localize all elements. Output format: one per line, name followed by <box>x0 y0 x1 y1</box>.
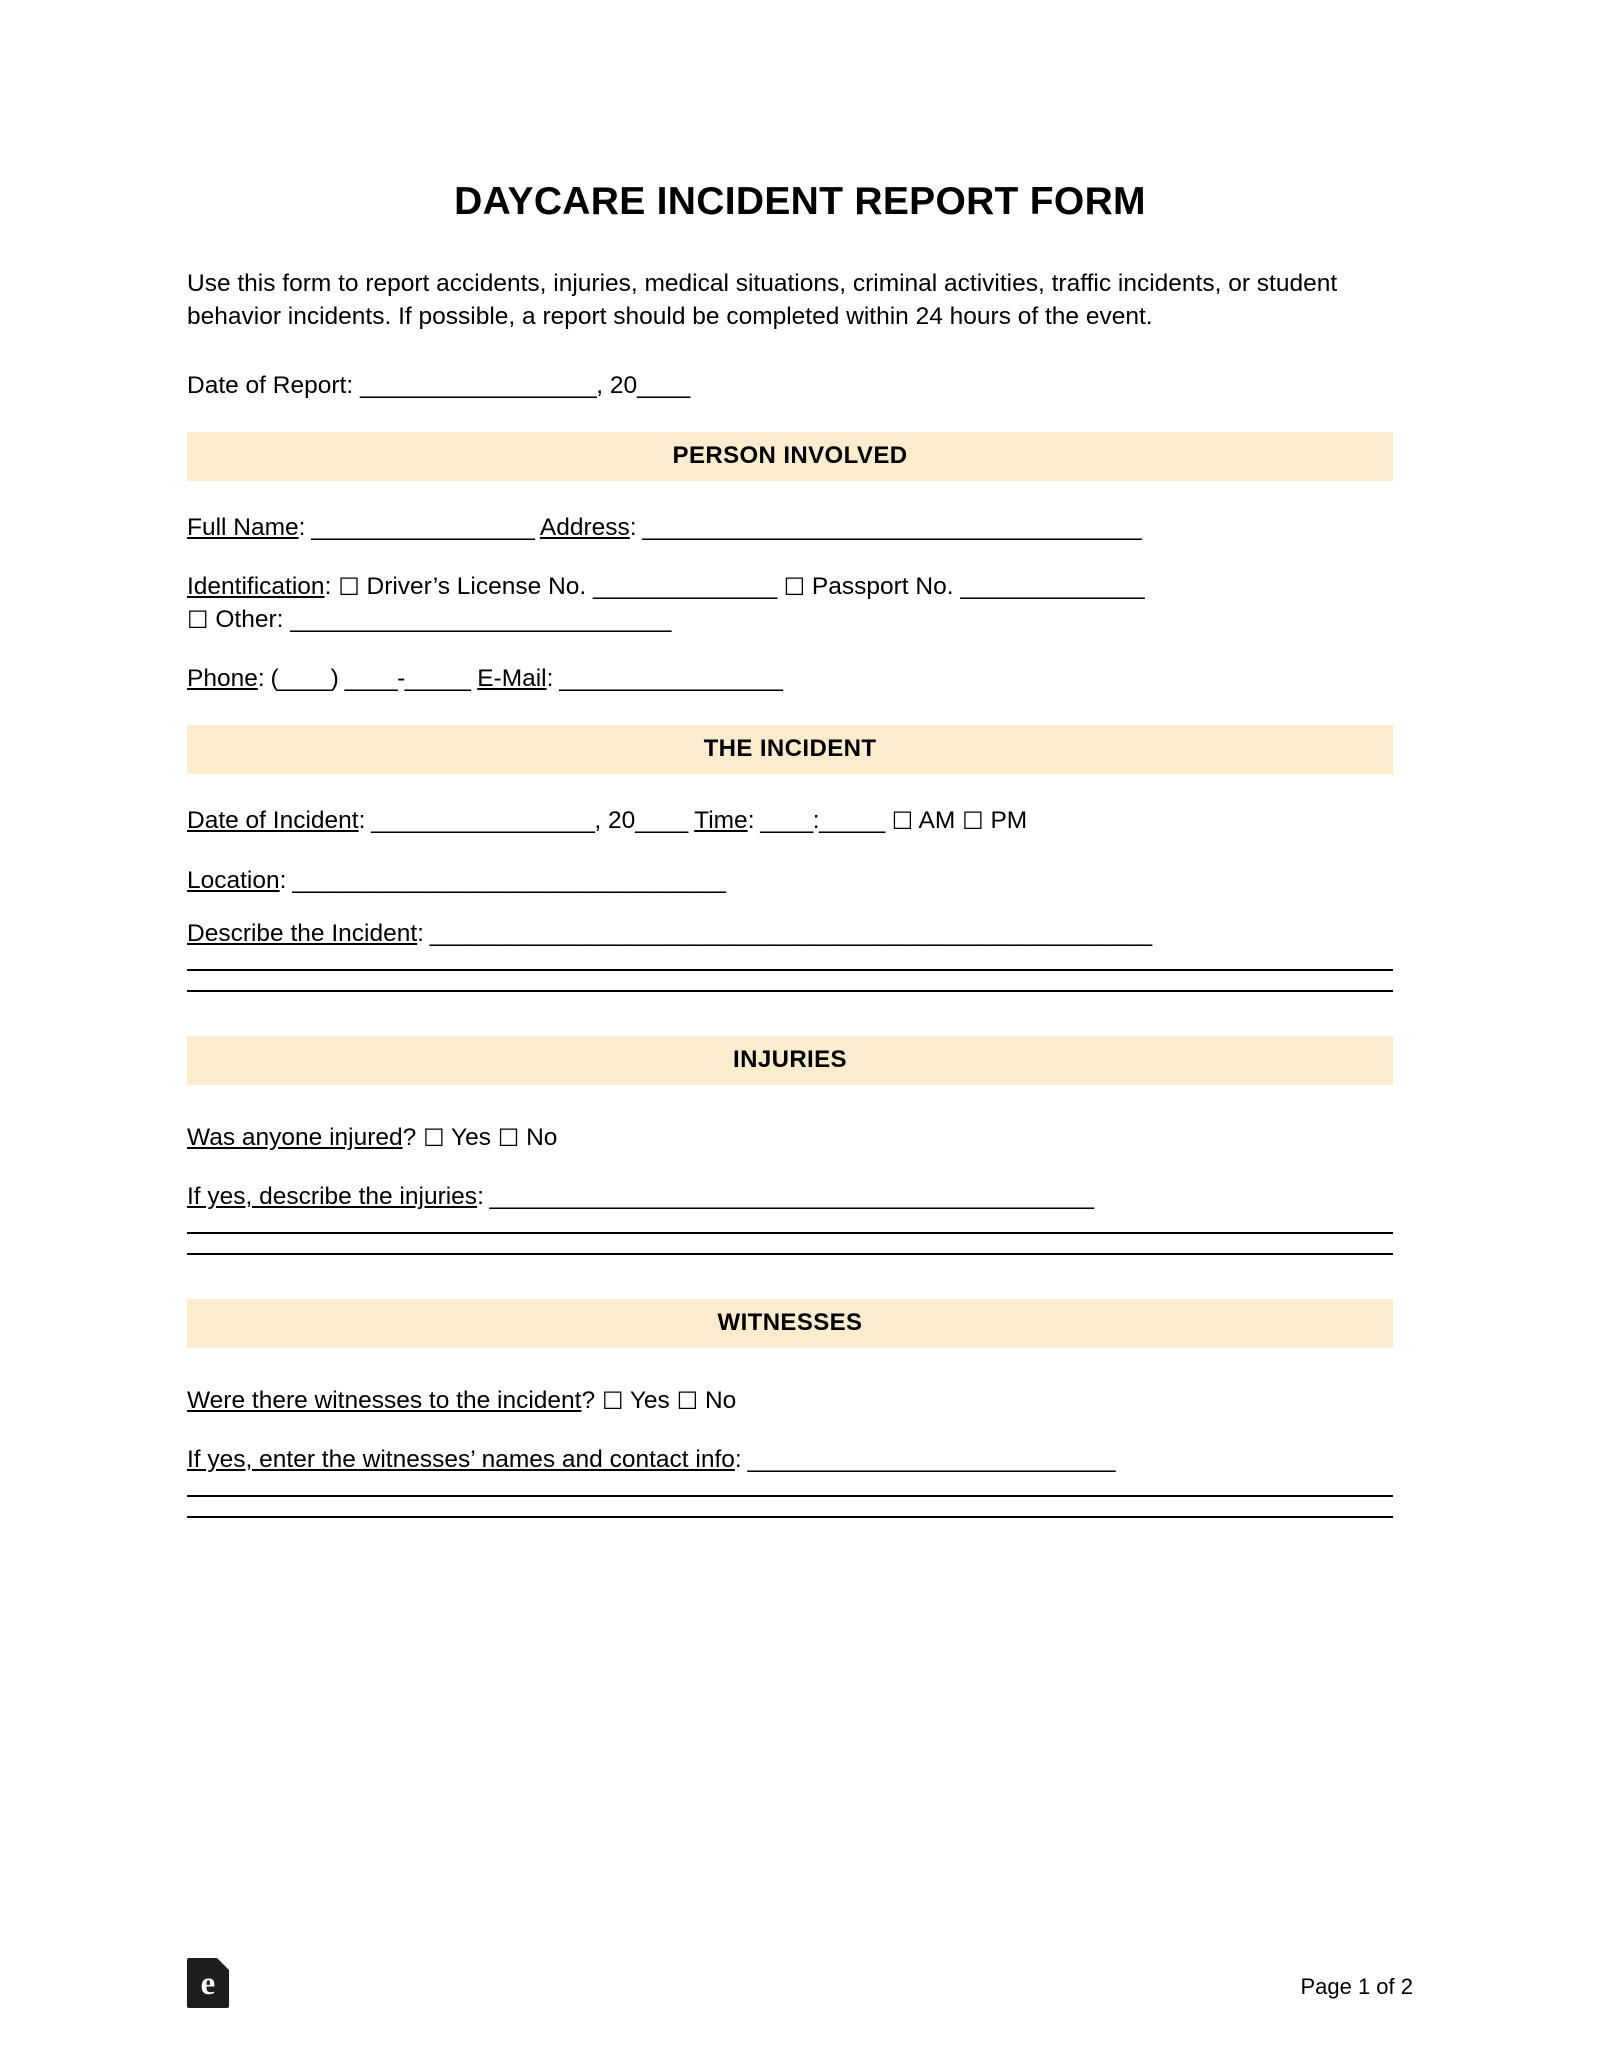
spacer <box>186 544 1414 570</box>
page-content <box>186 0 1414 2070</box>
describe-incident-label: Describe the Incident <box>187 919 418 947</box>
email-label: E-Mail <box>477 665 547 693</box>
date-of-report-year-blank[interactable]: ____ <box>637 372 690 400</box>
checkbox-other-id[interactable]: ☐ <box>187 607 209 635</box>
checkbox-drivers-license[interactable]: ☐ <box>338 574 360 602</box>
spacer <box>186 992 1414 1036</box>
injury-question-label: Was anyone injured <box>187 1123 403 1151</box>
witness-names-label: If yes, enter the witnesses’ names and contact info <box>187 1445 735 1473</box>
email-blank[interactable]: : _________________ <box>546 665 783 693</box>
witness-question-label: Were there witnesses to the incident <box>187 1386 582 1414</box>
checkbox-injury-yes[interactable]: ☐ <box>423 1124 445 1152</box>
witness-names-rule-1[interactable] <box>187 1495 1393 1497</box>
witness-names-blank[interactable]: : ____________________________ <box>734 1445 1116 1473</box>
full-name-label: Full Name <box>187 514 299 542</box>
injury-no-label: No <box>526 1123 558 1151</box>
describe-incident-blank[interactable]: : _______________________________________________________ <box>417 919 1152 947</box>
spacer <box>186 481 1414 511</box>
drivers-license-blank[interactable]: ______________ <box>593 573 777 601</box>
spacer <box>186 333 1414 369</box>
identification-colon: : <box>324 573 332 601</box>
injury-describe-blank[interactable]: : ______________________________________________ <box>477 1182 1094 1210</box>
time-label: Time <box>694 807 748 835</box>
phone-label: Phone <box>187 665 258 693</box>
address-blank[interactable]: : ______________________________________ <box>629 514 1142 542</box>
injury-question-row <box>186 1121 1414 1154</box>
am-label: AM <box>918 807 956 835</box>
injury-describe-rule-1[interactable] <box>187 1232 1393 1234</box>
spacer <box>186 695 1414 725</box>
page-number: Page 1 of 2 <box>1300 1974 1413 1999</box>
passport-blank[interactable]: ______________ <box>960 573 1145 601</box>
section-heading-the-incident: THE INCIDENT <box>187 725 1393 774</box>
full-name-blank[interactable]: : _________________ <box>298 514 535 542</box>
incident-date-time-row <box>186 804 1414 837</box>
location-row <box>186 864 1414 897</box>
injury-describe-label: If yes, describe the injuries <box>187 1182 478 1210</box>
phone-email-row <box>186 662 1414 695</box>
drivers-license-label: Driver’s License No. <box>366 573 587 601</box>
checkbox-injury-no[interactable]: ☐ <box>497 1124 520 1152</box>
spacer <box>186 402 1414 432</box>
time-blank[interactable]: : ____:_____ <box>747 807 885 835</box>
checkbox-witness-no[interactable]: ☐ <box>676 1387 699 1415</box>
injury-yes-label: Yes <box>450 1123 491 1151</box>
identification-label: Identification <box>187 573 325 601</box>
page-title: DAYCARE INCIDENT REPORT FORM <box>454 180 1146 223</box>
describe-incident-rule-1[interactable] <box>187 969 1393 971</box>
spacer <box>186 1085 1414 1121</box>
date-of-report-label: Date of Report: <box>187 372 354 400</box>
spacer <box>186 636 1414 662</box>
date-of-incident-label: Date of Incident <box>187 807 359 835</box>
spacer <box>186 774 1414 804</box>
incident-year-blank[interactable]: ____ <box>635 807 688 835</box>
location-blank[interactable]: : _________________________________ <box>279 866 726 894</box>
spacer <box>186 1348 1414 1384</box>
checkbox-pm[interactable]: ☐ <box>962 808 984 836</box>
page-footer <box>186 1920 1414 2070</box>
location-label: Location <box>187 866 280 894</box>
section-heading-witnesses: WITNESSES <box>187 1299 1393 1348</box>
section-heading-person-involved: PERSON INVOLVED <box>187 432 1393 481</box>
intro-paragraph: Use this form to report accidents, injuries, medical situations, criminal activities, traffic incidents, or student behavior incidents. If possible, a report should be completed within 24 hours of the event. <box>187 270 1338 330</box>
other-id-label: Other: <box>215 606 284 634</box>
incident-year-prefix: , 20 <box>594 807 636 835</box>
date-of-report-year-prefix: , 20 <box>596 372 638 400</box>
spacer <box>186 897 1414 917</box>
checkbox-am[interactable]: ☐ <box>891 808 914 836</box>
injury-describe-row <box>186 1180 1414 1213</box>
witness-question-mark: ? <box>581 1386 596 1414</box>
date-of-report-blank[interactable]: __________________ <box>359 372 597 400</box>
witness-no-label: No <box>704 1386 737 1414</box>
witness-yes-label: Yes <box>629 1386 670 1414</box>
pm-label: PM <box>990 807 1028 835</box>
section-heading-injuries: INJURIES <box>187 1036 1393 1085</box>
spacer <box>186 1255 1414 1299</box>
witness-names-row <box>186 1443 1414 1476</box>
injury-question-mark: ? <box>402 1123 417 1151</box>
date-of-incident-blank[interactable]: : _________________ <box>358 807 595 835</box>
witness-names-rule-2[interactable] <box>187 1516 1393 1518</box>
date-of-report-row <box>186 369 1414 402</box>
checkbox-passport[interactable]: ☐ <box>783 574 806 602</box>
full-name-row <box>186 511 1414 544</box>
other-id-blank[interactable]: _____________________________ <box>290 606 671 634</box>
witness-question-row <box>186 1384 1414 1417</box>
eforms-logo-icon <box>187 1958 229 2008</box>
spacer <box>186 1154 1414 1180</box>
checkbox-witness-yes[interactable]: ☐ <box>601 1387 624 1415</box>
phone-blank[interactable]: : (____) ____-_____ <box>257 665 471 693</box>
address-label: Address <box>539 514 630 542</box>
describe-incident-row <box>186 917 1414 950</box>
identification-row <box>186 570 1414 636</box>
spacer <box>186 838 1414 864</box>
spacer <box>186 1417 1414 1443</box>
passport-label: Passport No. <box>811 573 954 601</box>
logo-letter: e <box>200 1966 216 2002</box>
